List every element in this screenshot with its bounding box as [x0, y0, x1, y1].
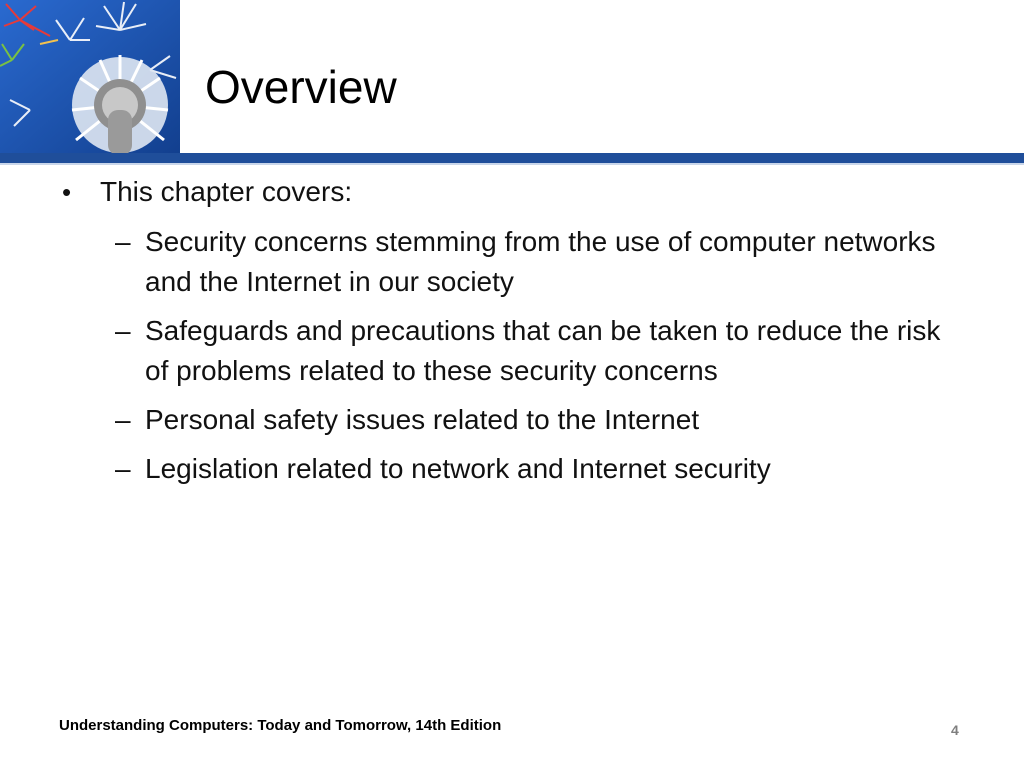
- slide-content: [58, 172, 958, 498]
- sub-bullet-item: [115, 449, 945, 489]
- dandelion-logo: [0, 0, 180, 155]
- sub-bullet-text: Personal safety issues related to the Internet: [145, 404, 700, 435]
- footer-book-title: Understanding Computers: Today and Tomorrow, 14th Edition: [59, 717, 502, 734]
- sub-bullet-item: [115, 400, 945, 440]
- sub-bullet-text: Security concerns stemming from the use of computer networks and the Internet in our society: [145, 226, 936, 297]
- bullet-item: [58, 172, 958, 212]
- dandelion-logo-graphic: [0, 0, 180, 155]
- dash-marker: –: [115, 453, 131, 484]
- sub-bullet-item: [115, 311, 945, 391]
- sub-bullet-list: [115, 222, 958, 489]
- header-rule-accent: [0, 163, 1024, 165]
- bullet-text: This chapter covers:: [100, 176, 353, 207]
- dash-marker: –: [115, 226, 131, 257]
- sub-bullet-text: Legislation related to network and Internet security: [145, 453, 771, 484]
- page-number: 4: [951, 722, 959, 738]
- sub-bullet-text: Safeguards and precautions that can be taken to reduce the risk of problems related to these security concerns: [145, 315, 941, 386]
- slide-title: Overview: [205, 61, 397, 113]
- bullet-marker: •: [62, 177, 72, 207]
- header-rule: [0, 153, 1024, 163]
- dash-marker: –: [115, 404, 131, 435]
- sub-bullet-item: [115, 222, 945, 302]
- dash-marker: –: [115, 315, 131, 346]
